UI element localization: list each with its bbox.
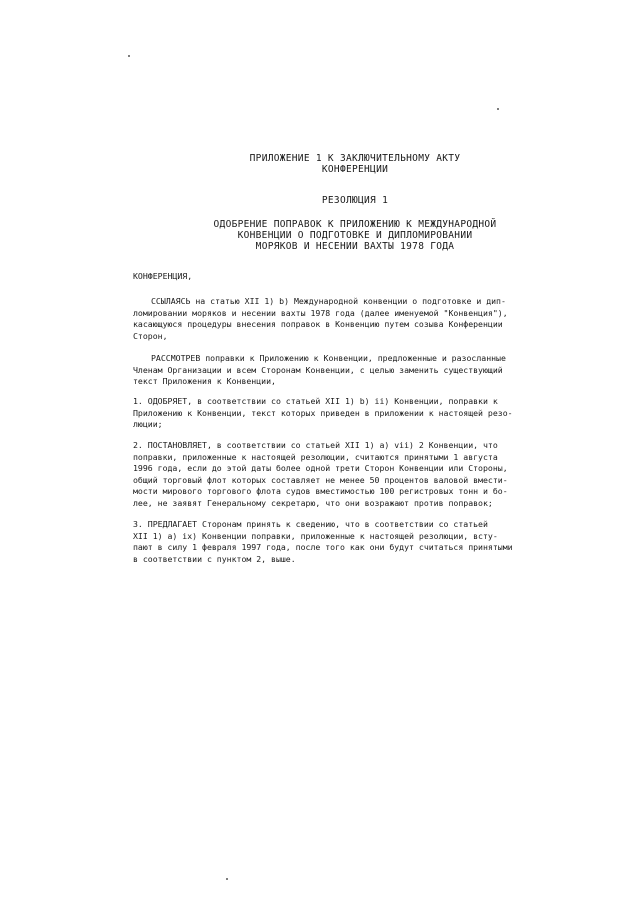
conference-text: КОНФЕРЕНЦИЯ, [133,271,193,281]
p1-line-4: Сторон, [133,330,168,341]
subtitle-line-3: МОРЯКОВ И НЕСЕНИИ ВАХТЫ 1978 ГОДА [255,241,455,252]
annex-title-line-1: ПРИЛОЖЕНИЕ 1 К ЗАКЛЮЧИТЕЛЬНОМУ АКТУ [249,153,461,164]
p3-line-1: 1. ОДОБРЯЕТ, в соответствии со статьей XII 1) b) ii) Конвенции, поправки к [133,396,498,406]
p4-line-2: поправки, приложенные к настоящей резолюции, считаются принятыми 1 августа [133,451,498,462]
scan-speck [497,108,499,110]
p1-line-2: ломировании моряков и несении вахты 1978 года (далее именуемой "Конвенция"), [133,307,508,318]
p5-line-1: 3. ПРЕДЛАГАЕТ Сторонам принять к сведению, что в соответствии со статьей [133,519,488,529]
resolution-subtitle [150,219,560,252]
paragraph-referring [133,296,573,342]
scan-speck [128,55,130,57]
scan-speck [226,878,228,880]
p2-line-3: текст Приложения к Конвенции, [133,376,276,387]
p4-line-4: общий торговый флот которых составляет не менее 50 процентов валовой вмести- [133,474,508,485]
resolution-heading [150,195,560,206]
p5-line-4: в соответствии с пунктом 2, выше. [133,553,296,564]
paragraph-approves [133,396,573,431]
subtitle-line-1: ОДОБРЕНИЕ ПОПРАВОК К ПРИЛОЖЕНИЮ К МЕЖДУНАРОДНОЙ [213,219,497,230]
p5-line-2: XII 1) a) ix) Конвенции поправки, приложенные к настоящей резолюции, всту- [133,530,498,541]
p2-line-2: Членам Организации и всем Сторонам Конвенции, с целью заменить существующий [133,364,503,375]
paragraph-invites [133,519,573,565]
resolution-number: РЕЗОЛЮЦИЯ 1 [321,195,389,206]
paragraph-determines [133,440,573,510]
p5-line-3: пают в силу 1 февраля 1997 года, после того как они будут считаться принятыми [133,542,513,553]
p1-line-3: касающуюся процедуры внесения поправок в Конвенцию путем созыва Конференции [133,319,503,330]
p4-line-6: лее, не заявят Генеральному секретарю, что они возражают против поправок; [133,497,493,508]
p2-line-1: РАССМОТРЕВ поправки к Приложению к Конвенции, предложенные и разосланные [151,353,506,363]
p3-line-3: люции; [133,419,163,430]
paragraph-considering [133,353,573,388]
p4-line-1: 2. ПОСТАНОВЛЯЕТ, в соответствии со статьей XII 1) a) vii) 2 Конвенции, что [133,440,498,450]
p3-line-2: Приложению к Конвенции, текст которых приведен в приложении к настоящей резо- [133,407,513,418]
annex-title [150,153,560,175]
conference-label [133,271,573,283]
p4-line-5: мости мирового торгового флота судов вместимостью 100 регистровых тонн и бо- [133,486,508,497]
p1-line-1: ССЫЛАЯСЬ на статью XII 1) b) Международной конвенции о подготовке и дип- [151,296,506,306]
p4-line-3: 1996 года, если до этой даты более одной трети Сторон Конвенции или Стороны, [133,463,508,474]
subtitle-line-2: КОНВЕНЦИИ О ПОДГОТОВКЕ И ДИПЛОМИРОВАНИИ [237,230,473,241]
annex-title-line-2: КОНФЕРЕНЦИИ [321,164,389,175]
